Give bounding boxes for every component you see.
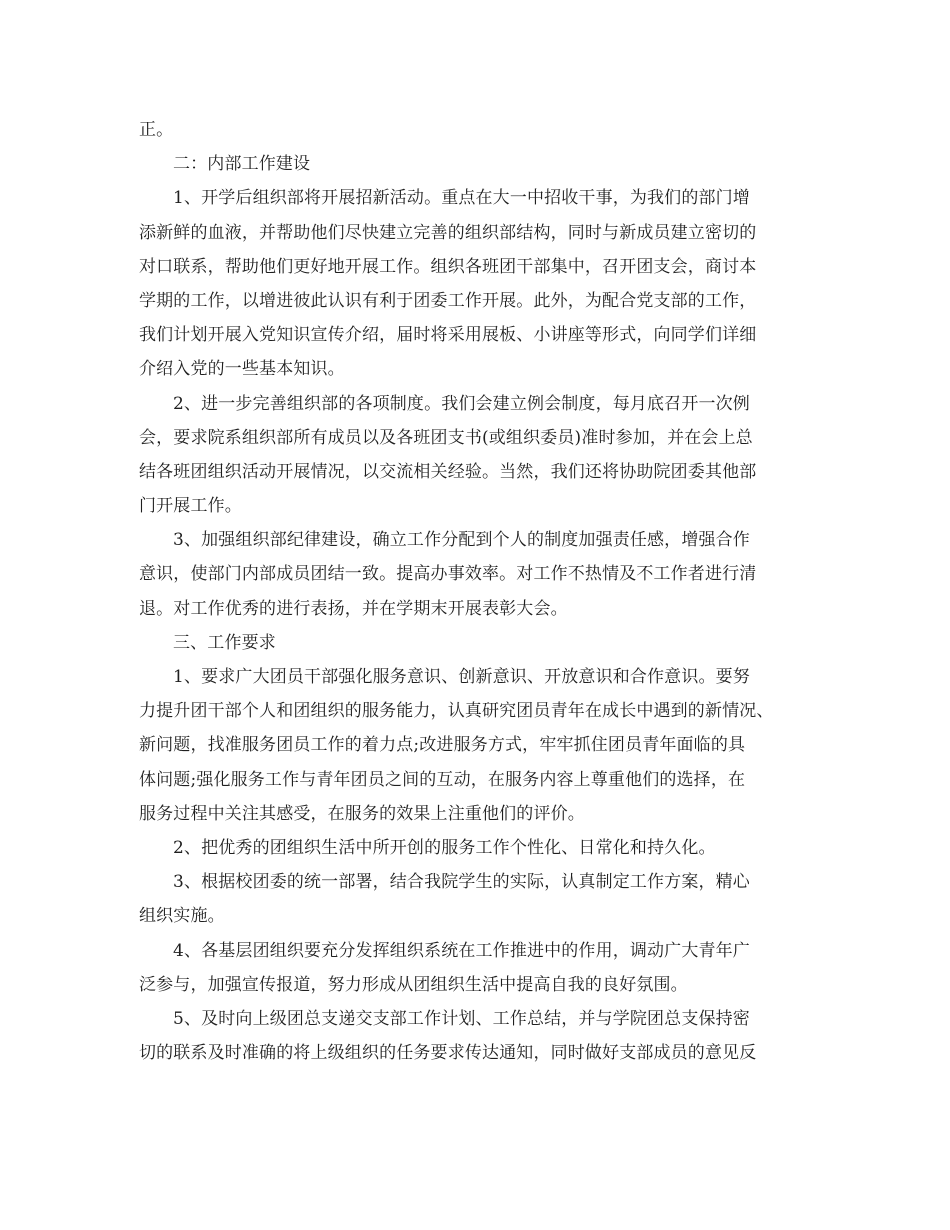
text-line: 会，要求院系组织部所有成员以及各班团支书(或组织委员)准时参加，并在会上总 bbox=[139, 427, 753, 448]
text-line: 结各班团组织活动开展情况，以交流相关经验。当然，我们还将协助院团委其他部 bbox=[139, 461, 757, 482]
text-line: 我们计划开展入党知识宣传介绍，届时将采用展板、小讲座等形式，向同学们详细 bbox=[139, 325, 757, 346]
document-body bbox=[139, 113, 829, 1070]
text-line: 服务过程中关注其感受，在服务的效果上注重他们的评价。 bbox=[139, 803, 585, 824]
text-line: 3、根据校团委的统一部署，结合我院学生的实际，认真制定工作方案，精心 bbox=[173, 872, 750, 893]
text-line: 学期的工作，以增进彼此认识有利于团委工作开展。此外，为配合党支部的工作， bbox=[139, 290, 757, 311]
text-line: 2、进一步完善组织部的各项制度。我们会建立例会制度，每月底召开一次例 bbox=[173, 393, 750, 414]
text-line: 2、把优秀的团组织生活中所开创的服务工作个性化、日常化和持久化。 bbox=[173, 837, 716, 858]
text-line: 体问题;强化服务工作与青年团员之间的互动，在服务内容上尊重他们的选择，在 bbox=[139, 769, 746, 790]
text-line: 切的联系及时准确的将上级组织的任务要求传达通知，同时做好支部成员的意见反 bbox=[139, 1043, 757, 1064]
text-line: 新问题，找准服务团员工作的着力点;改进服务方式，牢牢抓住团员青年面临的具 bbox=[139, 735, 746, 756]
text-line: 门开展工作。 bbox=[139, 496, 242, 517]
text-line: 力提升团干部个人和团组织的服务能力，认真研究团员青年在成长中遇到的新情况、 bbox=[139, 701, 774, 722]
text-line: 意识，使部门内部成员团结一致。提高办事效率。对工作不热情及不工作者进行清 bbox=[139, 564, 757, 585]
text-line: 正。 bbox=[139, 120, 174, 140]
text-line: 1、要求广大团员干部强化服务意识、创新意识、开放意识和合作意识。要努 bbox=[173, 667, 750, 687]
text-line: 退。对工作优秀的进行表扬，并在学期末开展表彰大会。 bbox=[139, 598, 568, 619]
text-line: 4、各基层团组织要充分发挥组织系统在工作推进中的作用，调动广大青年广 bbox=[173, 940, 750, 961]
text-line: 二：内部工作建设 bbox=[173, 154, 311, 175]
text-line: 组织实施。 bbox=[139, 906, 225, 927]
text-line: 添新鲜的血液，并帮助他们尽快建立完善的组织部结构，同时与新成员建立密切的 bbox=[139, 222, 757, 243]
text-line: 介绍入党的一些基本知识。 bbox=[139, 359, 345, 380]
text-line: 对口联系，帮助他们更好地开展工作。组织各班团干部集中，召开团支会，商讨本 bbox=[139, 256, 757, 277]
text-line: 1、开学后组织部将开展招新活动。重点在大一中招收干事，为我们的部门增 bbox=[173, 188, 750, 209]
text-line: 5、及时向上级团总支递交支部工作计划、工作总结，并与学院团总支保持密 bbox=[173, 1008, 750, 1029]
text-line: 3、加强组织部纪律建设，确立工作分配到个人的制度加强责任感，增强合作 bbox=[173, 530, 750, 551]
text-line: 三、工作要求 bbox=[173, 632, 276, 653]
text-line: 泛参与，加强宣传报道，努力形成从团组织生活中提高自我的良好氛围。 bbox=[139, 974, 688, 995]
